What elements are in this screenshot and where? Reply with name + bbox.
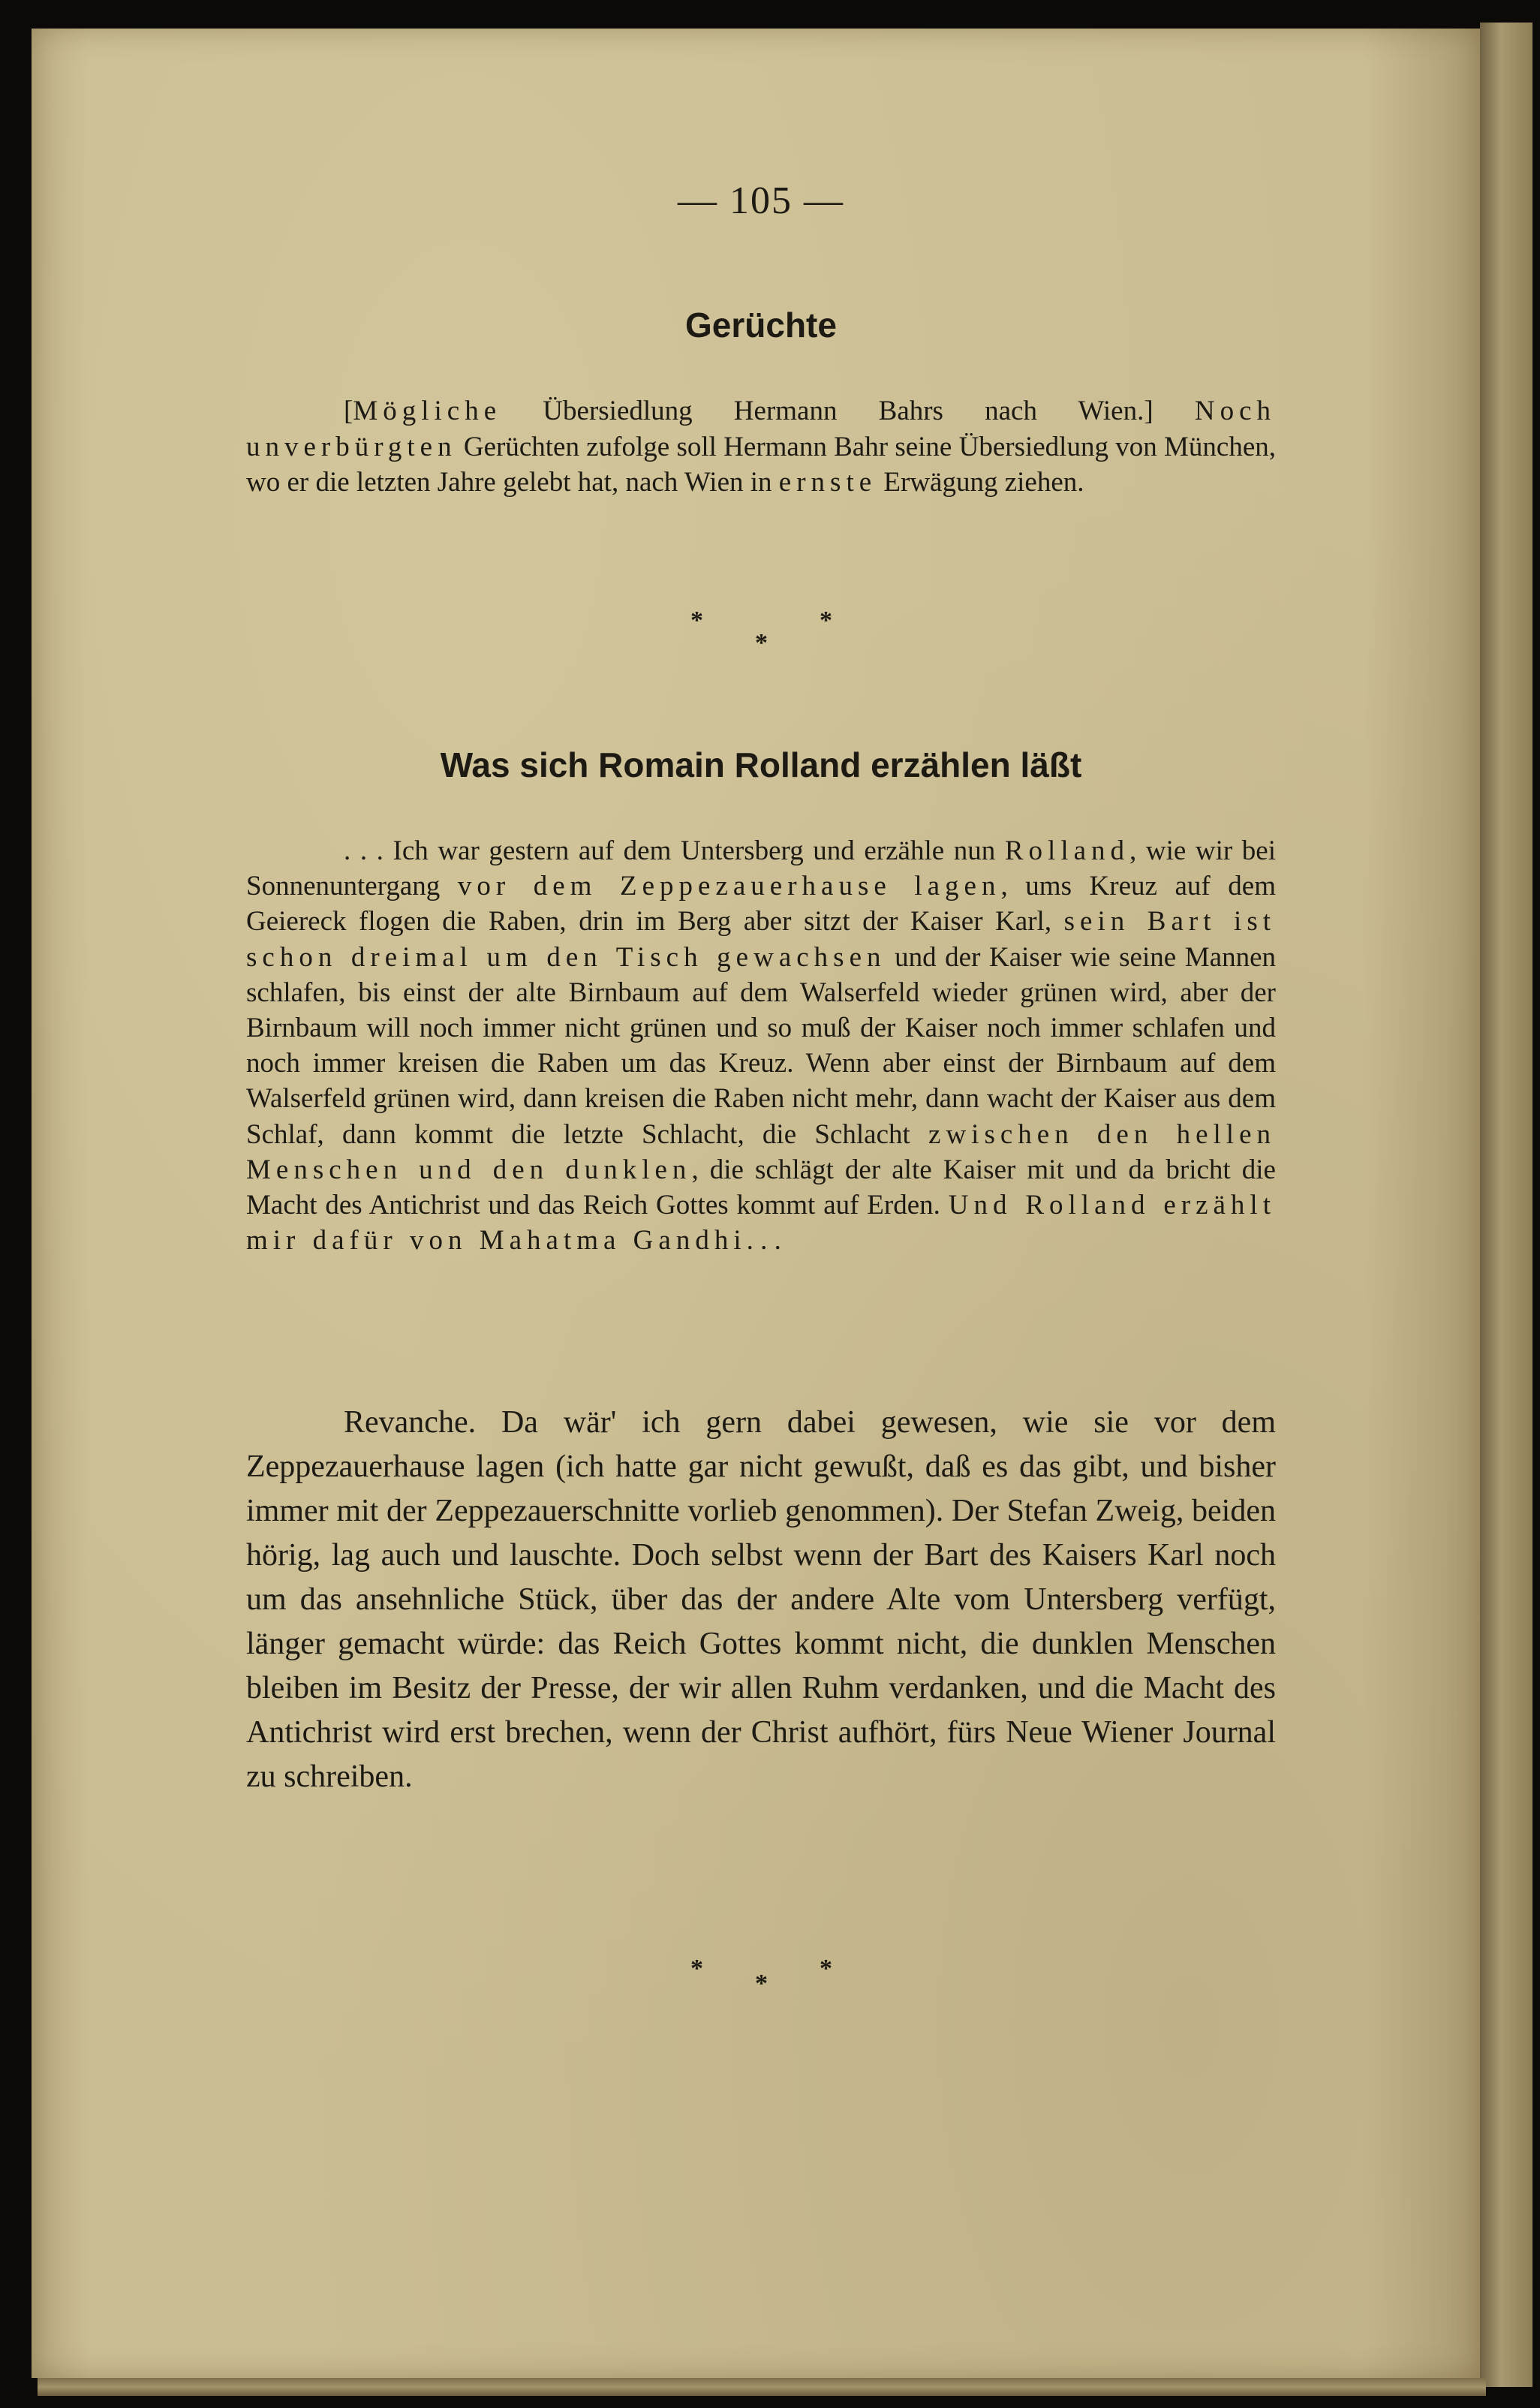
book-page — [32, 29, 1480, 2378]
divider-star: * — [820, 607, 832, 634]
section-divider — [246, 607, 1276, 657]
adjacent-page-edge — [1480, 23, 1532, 2387]
section-title-geruechte: Gerüchte — [685, 306, 837, 345]
divider-star: * — [755, 1970, 768, 1997]
section-paragraph-geruechte — [246, 393, 1276, 501]
text-run: Gerüchten zufolge soll Hermann Bahr seine Übersiedlung von München, wo er die letzten Jahre gelebt hat, nach Wien in — [246, 431, 1276, 498]
text-run: und der Kaiser wie seine Mannen schlafen, bis einst der alte Birnbaum auf dem Walserfeld wieder grünen wird, aber der Birnbaum will noch immer nicht grünen und so muß der Kaiser noch immer schlafen und noch immer kreisen die Raben um das Kreuz. Wenn aber einst der Birnbaum auf dem Walserfeld grünen wird, dann kreisen die Raben nicht mehr, dann wacht der Kaiser aus dem Schlaf, dann kommt die letzte Schlacht, die Schlacht — [246, 941, 1277, 1150]
text-run: , die schlägt der alte Kaiser mit und da bricht die Macht des Antichrist und das Reich Gottes kommt auf Erden. — [246, 1154, 1276, 1221]
text-run: , ums Kreuz auf dem Geiereck flogen die Raben, drin im Berg aber sitzt der Kaiser Karl, — [246, 871, 1276, 938]
spaced-emphasis-text: Noch unverbürgten — [246, 396, 1276, 462]
spaced-emphasis-text: Mögliche — [353, 396, 502, 426]
spaced-emphasis-text: ernste — [778, 467, 877, 498]
spaced-emphasis-text: vor dem Zeppezauerhause lagen — [457, 871, 1001, 902]
text-run: , wie wir bei Sonnenuntergang — [246, 835, 1276, 902]
text-run: Erwägung ziehen. — [877, 467, 1084, 498]
spaced-emphasis-text: Und Rolland erzählt mir dafür von Mahatma Gandhi — [246, 1190, 1276, 1257]
section-paragraph-rolland-quote — [246, 833, 1276, 1258]
text-run: . . . — [746, 1225, 781, 1257]
spaced-emphasis-text: sein Bart ist schon dreimal um den Tisch gewachsen — [246, 906, 1276, 973]
spaced-emphasis-text: Rolland — [1004, 835, 1130, 866]
section-title-rolland: Was sich Romain Rolland erzählen läßt — [440, 745, 1082, 784]
spaced-emphasis-text: zwischen den hellen Menschen und den dunklen — [246, 1118, 1277, 1185]
divider-star: * — [820, 1955, 832, 1982]
divider-star: * — [690, 1955, 703, 1982]
text-run: [ — [344, 396, 353, 426]
page-stack-bottom-edge — [38, 2378, 1486, 2396]
text-run: Übersiedlung Hermann Bahrs nach Wien.] — [501, 396, 1195, 426]
divider-star: * — [755, 629, 768, 657]
commentary-paragraph: Revanche. Da wär' ich gern dabei gewesen, wie sie vor dem Zeppezauerhause lagen (ich hatte gar nicht gewußt, daß es das gibt, und bisher immer mit der Zeppezauerschnitte vorlieb genommen). Der Stefan Zweig, beiden hörig, lag auch und lauschte. Doch selbst wenn der Bart des Kaisers Karl noch um das ansehnliche Stück, über das der andere Alte vom Untersberg verfügt, länger gemacht würde: das Reich Gottes kommt nicht, die dunklen Menschen bleiben im Besitz der Presse, der wir allen Ruhm verdanken, und die Macht des Antichrist wird erst brechen, wenn der Christ aufhört, fürs Neue Wiener Journal zu schreiben. — [246, 1405, 1276, 1794]
text-run: . . . Ich war gestern auf dem Untersberg und erzähle nun — [344, 835, 1005, 866]
divider-star: * — [690, 607, 703, 634]
closing-divider — [246, 1955, 1276, 2000]
page-number: — 105 — — [678, 179, 844, 222]
